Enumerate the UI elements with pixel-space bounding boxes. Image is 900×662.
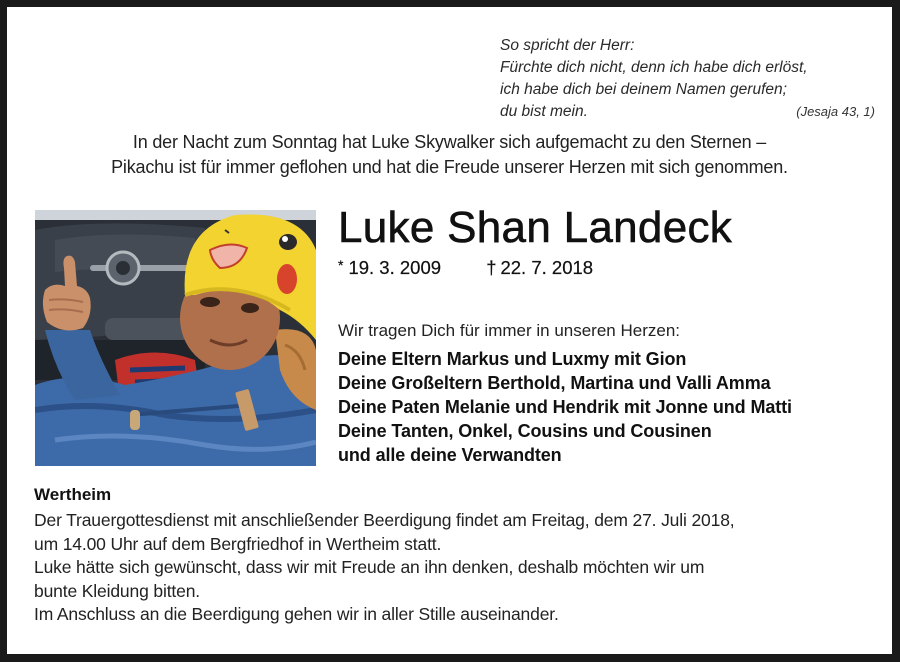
details-line: bunte Kleidung bitten. (34, 580, 201, 601)
verse-line: Fürchte dich nicht, denn ich habe dich erlöst, (500, 59, 808, 76)
obituary-notice (7, 7, 892, 654)
death-date (486, 257, 593, 279)
intro-line: Pikachu ist für immer geflohen und hat die Freude unserer Herzen mit sich genommen. (111, 157, 788, 177)
place-name: Wertheim (34, 485, 112, 504)
portrait-illustration (35, 210, 316, 466)
mourners-tagline: Wir tragen Dich für immer in unseren Herzen: (338, 321, 681, 340)
birth-date-value: 19. 3. 2009 (348, 257, 442, 278)
portrait-photo (35, 210, 316, 466)
verse-line: So spricht der Herr: (500, 37, 635, 54)
intro-text (27, 130, 872, 180)
verse-source: (Jesaja 43, 1) (796, 104, 875, 119)
birth-star-icon: * (338, 257, 344, 273)
deceased-name: Luke Shan Landeck (338, 203, 733, 252)
mourner-line: und alle deine Verwandten (338, 445, 562, 465)
bible-verse (500, 35, 875, 123)
verse-line: ich habe dich bei deinem Namen gerufen; (500, 81, 787, 98)
birth-date (338, 257, 441, 279)
verse-last-line (500, 101, 875, 123)
details-line: Der Trauergottesdienst mit anschließender Beerdigung findet am Freitag, dem 27. Juli 2018, (34, 510, 735, 530)
mourner-line: Deine Tanten, Onkel, Cousins und Cousinen (338, 421, 712, 441)
life-dates (338, 257, 593, 279)
funeral-details (34, 509, 879, 627)
mourners-list (338, 347, 792, 467)
details-line: Im Anschluss an die Beerdigung gehen wir in aller Stille auseinander. (34, 604, 559, 624)
death-date-value: 22. 7. 2018 (500, 257, 594, 278)
details-line: Luke hätte sich gewünscht, dass wir mit Freude an ihn denken, deshalb möchten wir um (34, 557, 705, 577)
mourner-line: Deine Eltern Markus und Luxmy mit Gion (338, 349, 687, 369)
mourner-line: Deine Paten Melanie und Hendrik mit Jonne und Matti (338, 397, 792, 417)
cross-icon: † (486, 257, 497, 278)
verse-line: du bist mein. (500, 103, 588, 120)
details-line: um 14.00 Uhr auf dem Bergfriedhof in Wertheim statt. (34, 533, 442, 554)
intro-line: In der Nacht zum Sonntag hat Luke Skywalker sich aufgemacht zu den Sternen – (132, 132, 767, 152)
mourner-line: Deine Großeltern Berthold, Martina und Valli Amma (338, 373, 771, 393)
